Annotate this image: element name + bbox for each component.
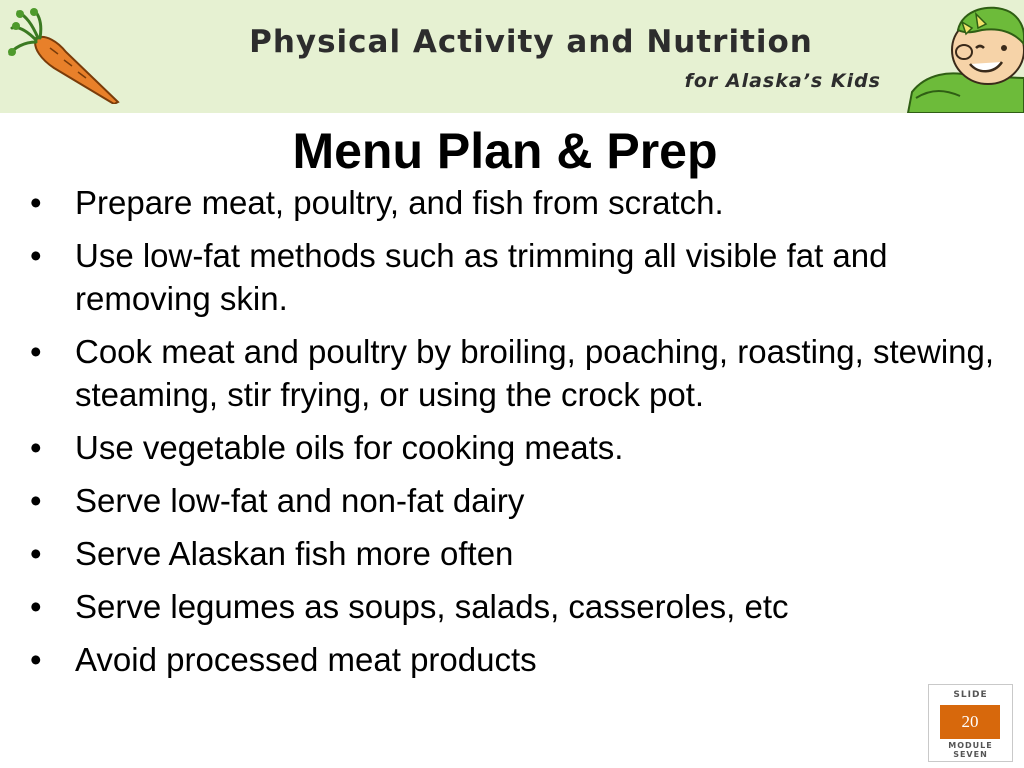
- list-item: [30, 330, 995, 416]
- list-item: [30, 426, 995, 469]
- bullet-text: Serve legumes as soups, salads, casseroles, etc: [75, 588, 789, 625]
- module-label: MODULE: [948, 741, 993, 750]
- bullet-list: [30, 181, 995, 691]
- bullet-icon: •: [30, 482, 42, 519]
- list-item: [30, 532, 995, 575]
- list-item: [30, 638, 995, 681]
- module-name: SEVEN: [953, 750, 988, 759]
- bullet-text: Prepare meat, poultry, and fish from scratch.: [75, 184, 724, 221]
- bullet-text: Use low-fat methods such as trimming all visible fat and removing skin.: [75, 237, 888, 317]
- banner-subtitle: for Alaska’s Kids: [684, 70, 881, 92]
- bullet-icon: •: [30, 184, 42, 221]
- list-item: [30, 585, 995, 628]
- badge-module-label: [929, 741, 1012, 759]
- list-item: [30, 234, 995, 320]
- slide-title: Menu Plan & Prep: [292, 123, 718, 179]
- bullet-icon: •: [30, 535, 42, 572]
- slide-number: 20: [940, 705, 1000, 739]
- list-item: [30, 479, 995, 522]
- bullet-text: Serve Alaskan fish more often: [75, 535, 514, 572]
- carrot-icon: [6, 8, 126, 104]
- bullet-icon: •: [30, 588, 42, 625]
- banner-title: Physical Activity and Nutrition: [249, 24, 813, 60]
- bullet-text: Serve low-fat and non-fat dairy: [75, 482, 525, 519]
- cartoon-kid-icon: [906, 0, 1024, 113]
- header-banner: [0, 0, 1024, 113]
- slide-number-badge: [928, 684, 1013, 762]
- bullet-text: Cook meat and poultry by broiling, poaching, roasting, stewing, steaming, stir frying, or using the crock pot.: [75, 333, 995, 413]
- bullet-text: Avoid processed meat products: [75, 641, 537, 678]
- bullet-icon: •: [30, 429, 42, 466]
- list-item: [30, 181, 995, 224]
- bullet-icon: •: [30, 641, 42, 678]
- bullet-text: Use vegetable oils for cooking meats.: [75, 429, 624, 466]
- bullet-icon: •: [30, 237, 42, 274]
- badge-slide-label: SLIDE: [953, 690, 988, 700]
- bullet-icon: •: [30, 333, 42, 370]
